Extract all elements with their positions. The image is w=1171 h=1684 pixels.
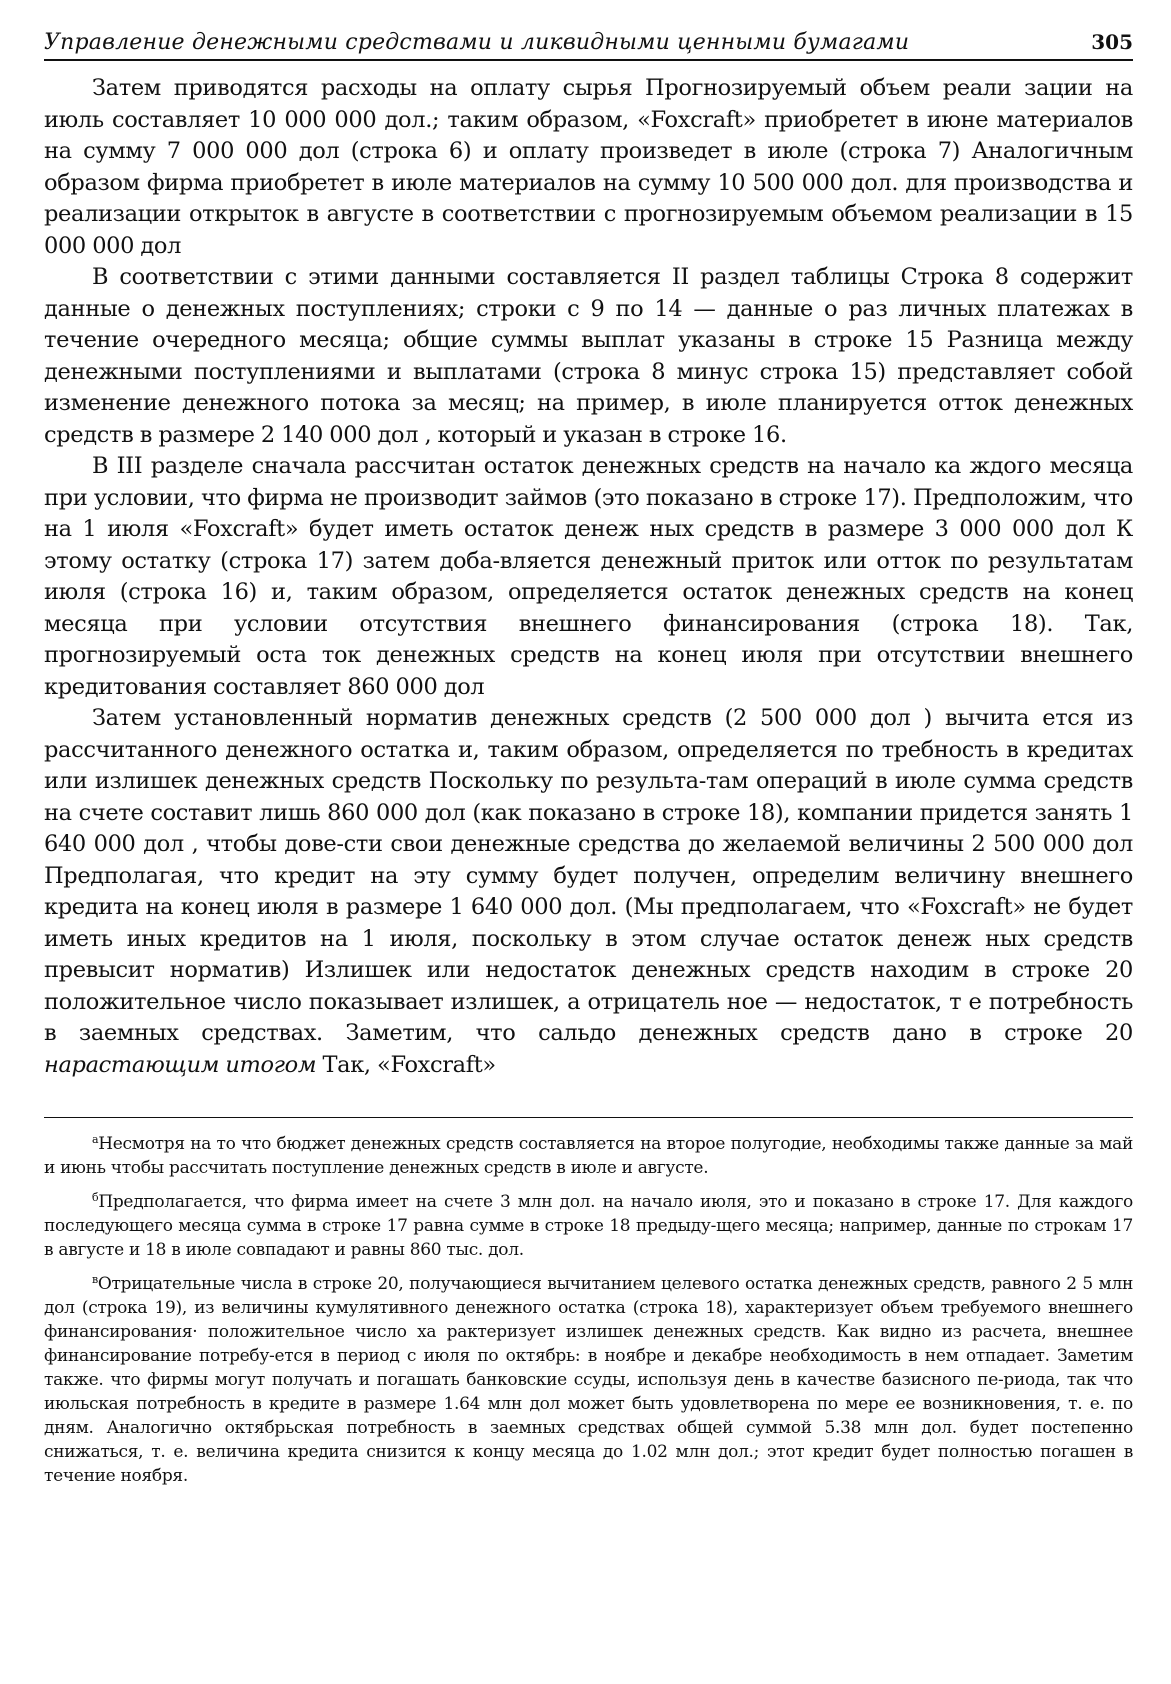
paragraph-4-tail: Так, «Foxcraft» xyxy=(316,1051,496,1078)
paragraph-4 xyxy=(44,703,1133,1081)
paragraph-1: Затем приводятся расходы на оплату сырья Прогнозируемый объем реали зации на июль составляет 10 000 000 дол.; таким образом, «Foxcraft» приобретет в июне материалов на сумму 7 000 000 дол (строка 6) и оплату произведет в июле (строка 7) Аналогичным образом фирма приобретет в июле материалов на сумму 10 500 000 дол. для производства и реализации открыток в августе в соответствии с прогнозируемым объемом реализации в 15 000 000 дол xyxy=(44,75,1133,259)
footnote-text: Отрицательные числа в строке 20, получающиеся вычитанием целевого остатка денежных средств, равного 2 5 млн дол (строка 19), из величины кумулятивного денежного остатка (строка 18), характеризует объем требуемого внешнего финансирования· положительное число ха рактеризует излишек денежных средств. Как видно из расчета, внешнее финансирование потребу-ется в период с июля по октябрь: в ноябре и декабре необходимость в нем отпадает. Заметим также. что фирмы могут получать и погашать банковские ссуды, используя день в качестве базисного пе-риода, так что июльская потребность в кредите в размере 1.64 млн дол может быть удовлетворена по мере ее возникновения, т. е. по дням. Аналогично октябрьская потребность в заемных средствах общей суммой 5.38 млн дол. будет постепенно снижаться, т. е. величина кредита снизится к концу месяца до 1.02 млн дол.; этот кредит будет полностью погашен в течение ноября. xyxy=(44,1274,1133,1486)
main-text xyxy=(44,73,1133,1081)
footnote-marker: б xyxy=(92,1191,99,1204)
running-title: Управление денежными средствами и ликвидными ценными бумагами xyxy=(44,30,910,55)
footnote-divider xyxy=(44,1117,1133,1118)
footnote-text: Несмотря на то что бюджет денежных средств составляется на второе полугодие, необходимы также данные за май и июнь чтобы рассчитать поступление денежных средств в июле и августе. xyxy=(44,1134,1133,1178)
page-number: 305 xyxy=(1091,30,1133,54)
footnote-marker: в xyxy=(92,1273,98,1286)
footnote-c xyxy=(44,1268,1133,1488)
paragraph-3: В III разделе сначала рассчитан остаток денежных средств на начало ка ждого месяца при условии, что фирма не производит займов (это показано в строке 17). Предположим, что на 1 июля «Foxcraft» будет иметь остаток денеж ных средств в размере 3 000 000 дол К этому остатку (строка 17) затем доба-вляется денежный приток или отток по результатам июля (строка 16) и, таким образом, определяется остаток денежных средств на конец месяца при условии отсутствия внешнего финансирования (строка 18). Так, прогнозируемый оста ток денежных средств на конец июля при отсутствии внешнего кредитования составляет 860 000 дол xyxy=(44,453,1133,700)
footnote-text: Предполагается, что фирма имеет на счете 3 млн дол. на начало июля, это и показано в строке 17. Для каждого последующего месяца сумма в строке 17 равна сумме в строке 18 предыду-щего месяца; например, данные по строкам 17 в августе и 18 в июле совпадают и равны 860 тыс. дол. xyxy=(44,1192,1133,1260)
footnote-marker: а xyxy=(92,1133,99,1146)
page-header xyxy=(44,30,1133,61)
paragraph-4-text: Затем установленный норматив денежных средств (2 500 000 дол ) вычита ется из рассчитанного денежного остатка и, таким образом, определяется по требность в кредитах или излишек денежных средств Поскольку по результа-там операций в июле сумма средств на счете составит лишь 860 000 дол (как показано в строке 18), компании придется занять 1 640 000 дол , чтобы дове-сти свои денежные средства до желаемой величины 2 500 000 дол Предполагая, что кредит на эту сумму будет получен, определим величину внешнего кредита на конец июля в размере 1 640 000 дол. (Мы предполагаем, что «Foxcraft» не будет иметь иных кредитов на 1 июля, поскольку в этом случае остаток денеж ных средств превысит норматив) Излишек или недостаток денежных средств находим в строке 20 положительное число показывает излишек, а отрицатель ное — недостаток, т е потребность в заемных средствах. Заметим, что сальдо денежных средств дано в строке 20 xyxy=(44,705,1133,1046)
footnote-a xyxy=(44,1128,1133,1180)
paragraph-2: В соответствии с этими данными составляется II раздел таблицы Строка 8 содержит данные о денежных поступлениях; строки с 9 по 14 — данные о раз личных платежах в течение очередного месяца; общие суммы выплат указаны в строке 15 Разница между денежными поступлениями и выплатами (строка 8 минус строка 15) представляет собой изменение денежного потока за месяц; на пример, в июле планируется отток денежных средств в размере 2 140 000 дол , который и указан в строке 16. xyxy=(44,264,1133,448)
italic-term: нарастающим итогом xyxy=(44,1051,317,1078)
footnotes xyxy=(44,1128,1133,1488)
footnote-b xyxy=(44,1186,1133,1262)
